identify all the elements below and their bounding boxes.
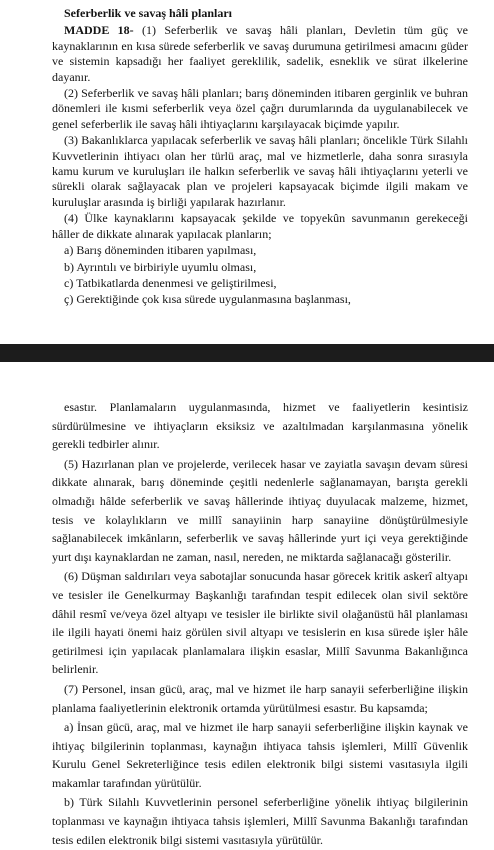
- paragraph-1-text: (1) Seferberlik ve savaş hâli planları, Devletin tüm güç ve kaynaklarının en kısa sürede seferberlik ve savaş durumuna getirilmesi amacını güder ve sistemin kapsadığı her faaliyet gereklilik, sadelik, esneklik ve sürat ilkelerine dayanır.: [52, 23, 468, 84]
- page-separator: [0, 344, 494, 362]
- list-item: ç) Gerektiğinde çok kısa sürede uygulanmasına başlanması,: [64, 292, 351, 307]
- list-item: b) Ayrıntılı ve birbiriyle uyumlu olması,: [64, 259, 257, 274]
- paragraph-3: (3) Bakanlıklarca yapılacak seferberlik ve savaş hâli planları; öncelikle Türk Silahlı Kuvvetlerinin ihtiyacı olan her türlü araç, mal ve hizmetlerle, daha sonra sırasıyla kamu kurum ve kuruluşları ile halkın seferberlik ve savaş hâli ihtiyaçlarını yeterli ve sürekli olarak sağlayacak plan ve projeleri kapsayacak biçimde ilgili makam ve kuruluşlar arasında iş birliği yapılarak hazırlanır.: [52, 133, 468, 209]
- paragraph-2: (2) Seferberlik ve savaş hâli planları; barış döneminden itibaren gerginlik ve buhran dönemleri ile kısmi seferberlik veya özel çağrı durumlarında da uygulanabilecek ve genel seferberlik ile savaş hâli ihtiyaçlarını karşılayacak biçimde yapılır.: [52, 86, 468, 131]
- paragraph-5: (5) Hazırlanan plan ve projelerde, verilecek hasar ve zayiatla savaşın devam süresi dikkate alınarak, barış döneminde çeşitli nedenlerle sağlanamayan, barışta gerekli olmadığı hâlde seferberlik ve savaş hâllerinde ihtiyaç duyulacak malzeme, hizmet, tesis ve kolaylıkların ve millî sanayiinin harp sanayiine dönüştürülmesiyle sağlanabilecek imkânların, seferberlik ve savaş hâllerinde yurt içi veya gerektiğinde yurt dışı kaynaklardan ne zaman, nasıl, nereden, ne miktarda sağlanacağı gösterilir.: [52, 456, 468, 564]
- article-heading: Seferberlik ve savaş hâli planları: [64, 6, 232, 20]
- article-number: MADDE 18-: [64, 23, 134, 38]
- list-item: a) Barış döneminden itibaren yapılması,: [64, 243, 257, 258]
- paragraph-4: (4) Ülke kaynaklarını kapsayacak şekilde ve topyekûn savunmanın gerekeceği hâller de dikkate alınarak yapılacak planların;: [52, 211, 468, 241]
- paragraph-7: (7) Personel, insan gücü, araç, mal ve hizmet ile harp sanayii seferberliğine ilişkin planlama faaliyetlerinin elektronik ortamda yürütülmesi esastır. Bu kapsamda;: [52, 681, 468, 715]
- upper-page: [0, 6, 494, 309]
- continuation-paragraph: esastır. Planlamaların uygulanmasında, hizmet ve faaliyetlerin kesintisiz sürdürülmesine ve ihtiyaçların eksiksiz ve azaltılmadan karşılanmasına yönelik gerekli tedbirler alınır.: [52, 400, 468, 452]
- lower-page: [0, 398, 494, 850]
- subparagraph-b: b) Türk Silahlı Kuvvetlerinin personel seferberliğine yönelik ihtiyaç bilgilerinin toplanması ve kaynağın ihtiyaca tahsis işlemleri, Millî Savunma Bakanlığı tarafından tesis edilen elektronik bilgi sistemi vasıtasıyla yürütülür.: [52, 795, 468, 847]
- list-item: c) Tatbikatlarda denenmesi ve geliştirilmesi,: [64, 275, 277, 290]
- paragraph-1: [52, 23, 468, 85]
- subparagraph-a: a) İnsan gücü, araç, mal ve hizmet ile harp sanayii seferberliğine ilişkin kaynak ve ihtiyaç bilgilerinin toplanması, kaynağın ihtiyaca tahsis işlemleri, Millî Güvenlik Kurulu Genel Sekreterliğince tesis edilen elektronik bilgi sistemi vasıtasıyla ilgili makamlar tarafından yürütülür.: [52, 720, 468, 790]
- paragraph-6: (6) Düşman saldırıları veya sabotajlar sonucunda hasar görecek kritik askerî altyapı ve tesisler ile Genelkurmay Başkanlığı tarafından tespit edilecek olan sivil sektöre dâhil resmî ve/veya özel altyapı ve tesisler ile birlikte sivil olağanüstü hâl planlaması ile ilgili hayati önemi haiz görülen sivil altyapı ve tesislerin en kısa sürede işler hâle getirilmesi için yapılacak planlamalara ilişkin esaslar, Millî Savunma Bakanlığınca belirlenir.: [52, 569, 468, 677]
